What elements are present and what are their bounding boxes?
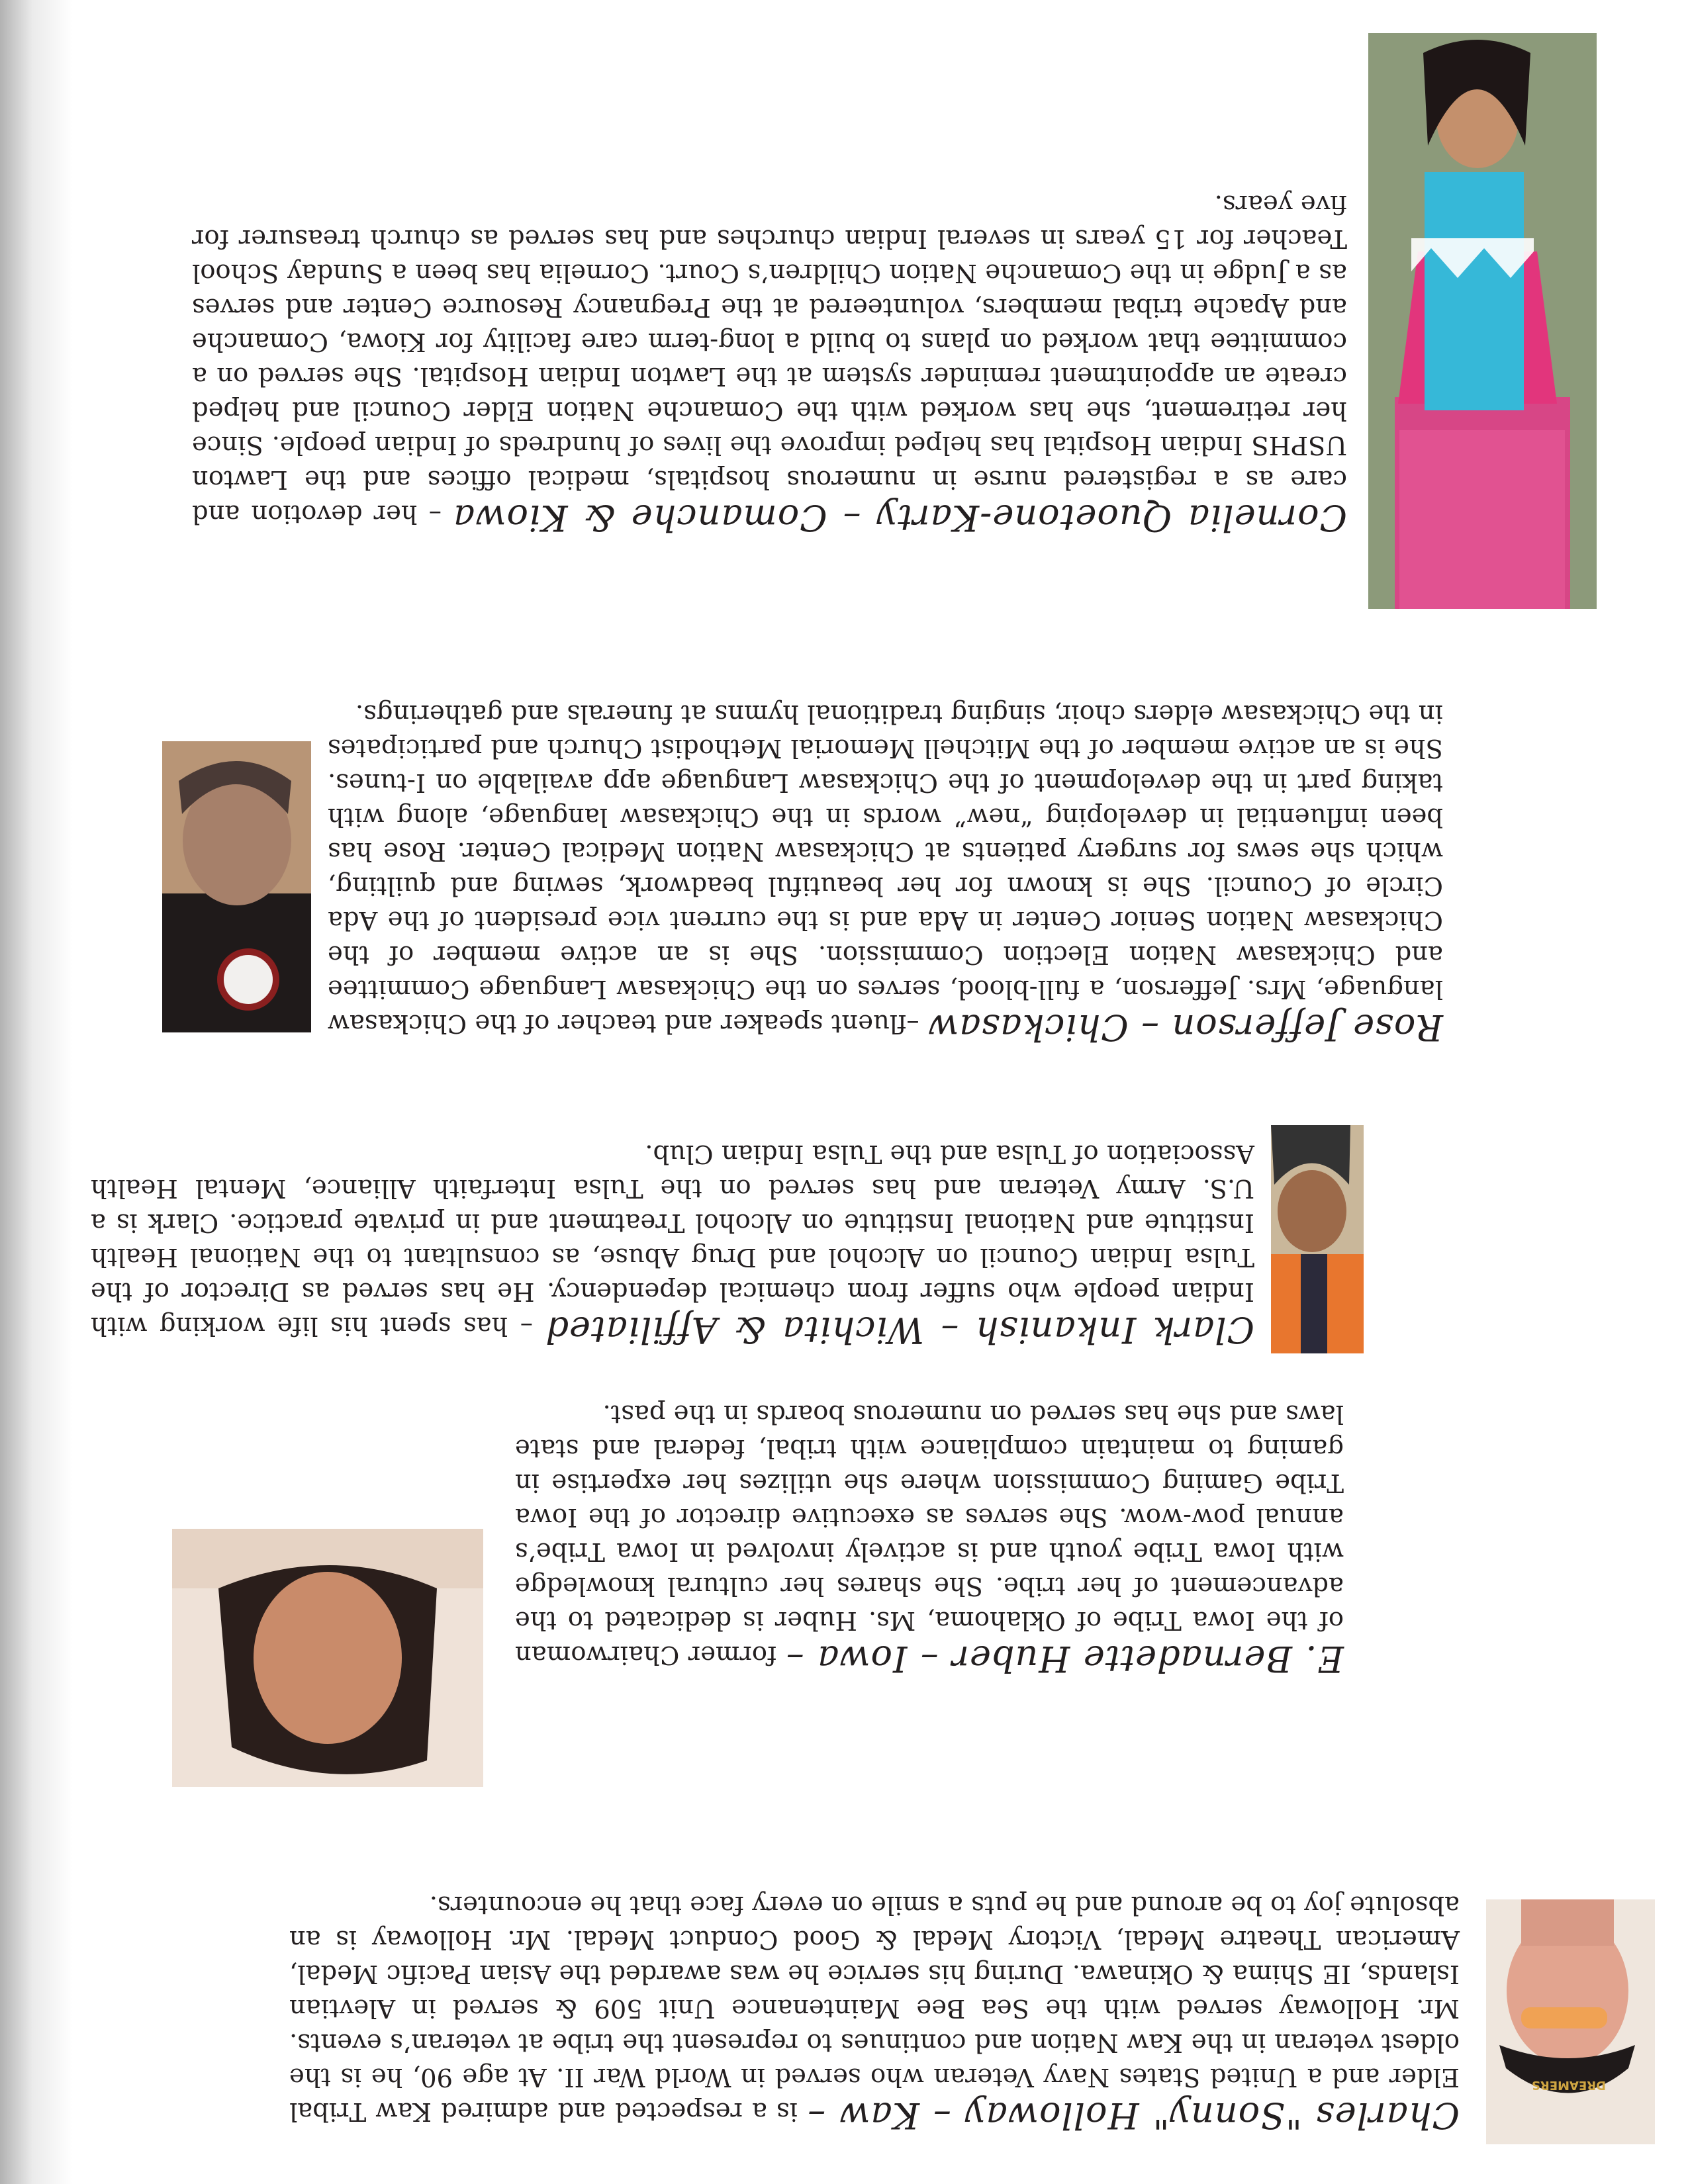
bio-bernadette-huber bbox=[515, 1396, 1344, 1680]
bio-text-rose-jefferson: –fluent speaker and teacher of the Chickasaw language, Mrs. Jefferson, a full-blood, serves on the Chickasaw Language Committee and Chickasaw Nation Election Commission. She is an active member of the Chickasaw Nation Senior Center in Ada and is the current vice president of the Ada Circle of Council. She is known for her beautiful beadwork, sewing and quilting, which she sews for surgery patients at Chickasaw Nation Medical Center. Rose has been influential in developing “new” words in the Chickasaw language, along with taking part in the development of the Chickasaw Language app available on I-tunes. She is an active member of the Mitchell Memorial Methodist Church and participates in the Chickasaw elders choir, singing traditional hymns at funerals and gatherings. bbox=[328, 699, 1443, 1038]
cap-text: DREAMERS bbox=[1531, 2078, 1607, 2092]
name-rose-jefferson: Rose Jefferson – Chickasaw bbox=[927, 1007, 1443, 1048]
photo-clark-inkanish bbox=[1271, 1125, 1364, 1353]
photo-rose-jefferson bbox=[162, 741, 311, 1032]
bio-text-clark-inkanish: – has spent his life working with Indian people who suffer from chemical dependency. He has served as Director of the Tulsa Indian Council on Alcohol and Drug Abuse, as consultant to the National Health Institute and National Institute on Alcohol Treatment and in private practice. Clark is a U.S. Army Veteran and has served on the Tulsa Interfaith Alliance, Mental Health Association of Tulsa and the Tulsa Indian Club. bbox=[91, 1139, 1254, 1341]
photo-cornelia-karty bbox=[1368, 33, 1597, 609]
bio-text-cornelia-karty: – her devotion and care as a registered nurse in numerous hospitals, medical offices and the Lawton USPHS Indian Hospital has helped improve the lives of hundreds of Indian people. Since her retirement, she has worked with the Comanche Nation Elder Council and helped create an appointment reminder system at the Lawton Indian Hospital. She served on a committee that worked on plans to build a long-term care facility for Kiowa, Comanche and Apache tribal members, volunteered at the Pregnancy Resource Center and serves as a Judge in the Comanche Nation Children’s Court. Cornelia has been a Sunday School Teacher for 15 years in several Indian churches and has served as church treasurer for five years. bbox=[191, 189, 1347, 529]
bio-charles-holloway bbox=[289, 1888, 1460, 2136]
photo-charles-holloway bbox=[1486, 1899, 1655, 2144]
name-charles-holloway: Charles "Sonny" Holloway – Kaw – bbox=[807, 2095, 1460, 2136]
bio-rose-jefferson bbox=[328, 696, 1443, 1048]
name-cornelia-karty: Cornelia Quoetone-Karty – Comanche & Kiowa bbox=[453, 497, 1347, 539]
bio-text-bernadette-huber: former Chairwoman of the Iowa Tribe of Oklahoma, Ms. Huber is dedicated to the advancement of her tribe. She shares her cultural knowledge with Iowa Tribe youth and is actively involved in Iowa Tribe’s annual pow-wow. She serves as executive director of the Iowa Tribe Gaming Commission where she utilizes her expertise in gaming to maintain compliance with tribal, federal and state laws and she has served on numerous boards in the past. bbox=[515, 1399, 1344, 1670]
bio-text-charles-holloway: is a respected and admired Kaw Tribal Elder and a United States Navy Veteran who served in World War II. At age 90, he is the oldest veteran in the Kaw Nation and continues to represent the tribe at veteran’s events. Mr. Holloway served with the Sea Bee Maintenance Unit 509 & served in Alevtian Islands, IE Shima & Okinawa. During his service he was awarded the Asian Pacific Medal, American Theatre Medal, Victory Medal & Good Conduct Medal. Mr. Holloway is an absolute joy to be around and he puts a smile on every face that he encounters. bbox=[289, 1890, 1460, 2126]
bio-clark-inkanish bbox=[91, 1136, 1254, 1351]
photo-bernadette-huber bbox=[172, 1529, 483, 1787]
binding-edge-shadow bbox=[0, 0, 73, 2184]
name-bernadette-huber: E. Bernadette Huber – Iowa – bbox=[785, 1638, 1344, 1680]
bio-cornelia-karty bbox=[191, 187, 1347, 539]
name-clark-inkanish: Clark Inkanish – Wichita & Affiliated bbox=[545, 1309, 1254, 1351]
